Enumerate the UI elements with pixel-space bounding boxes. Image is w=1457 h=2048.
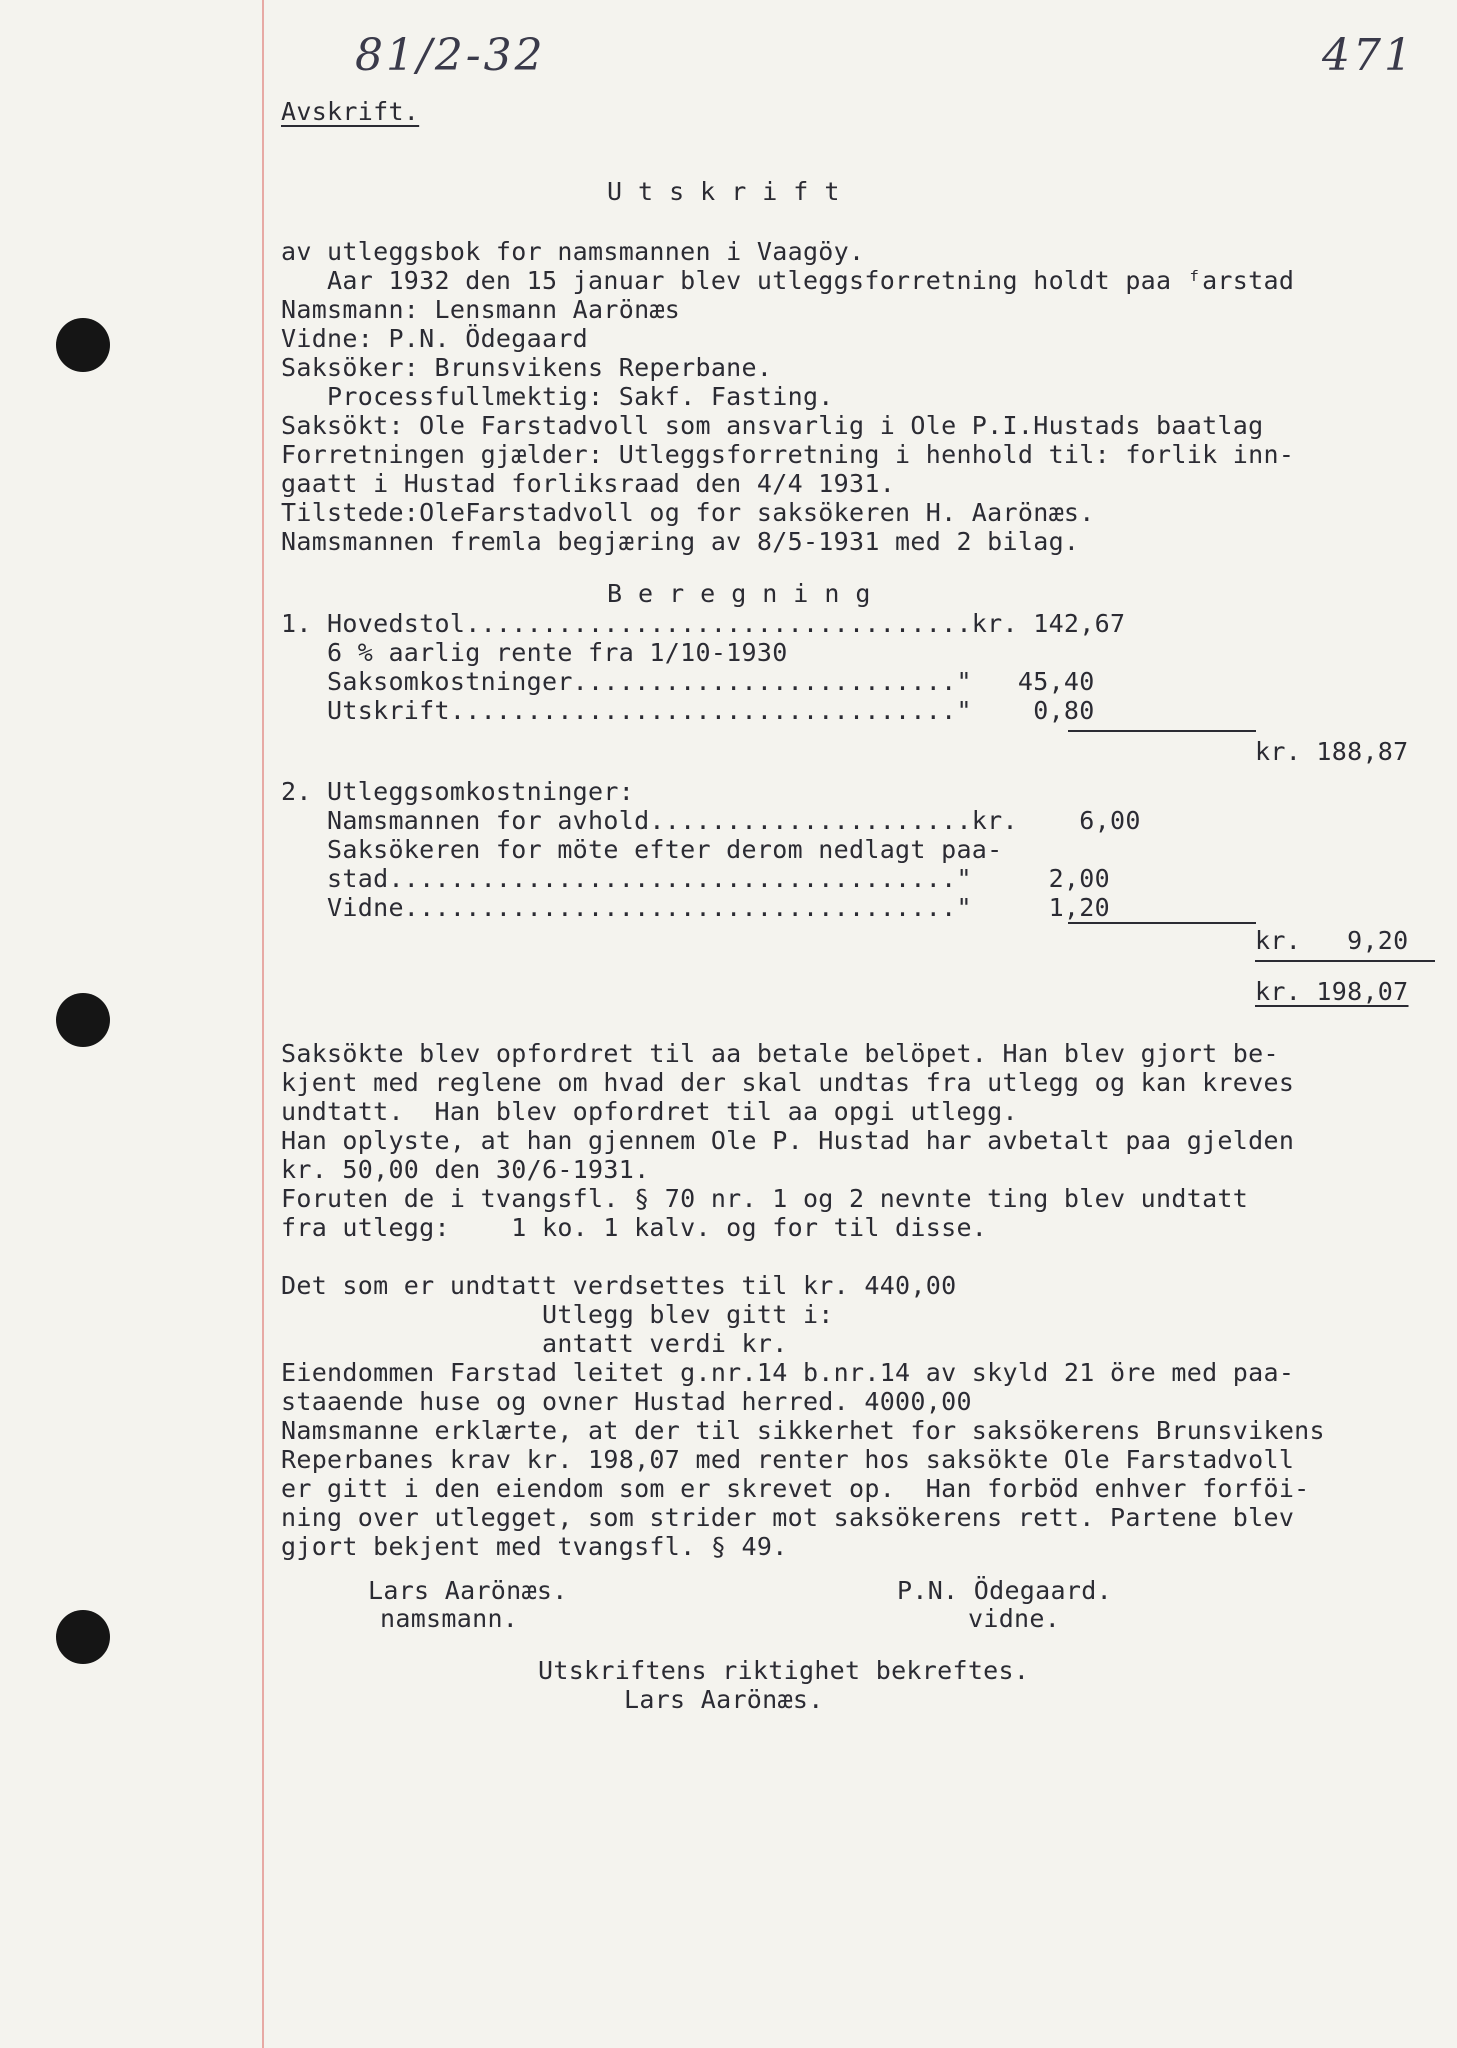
intro-line: Namsmann: Lensmann Aarönæs	[281, 295, 681, 324]
intro-line: Tilstede:OleFarstadvoll og for saksökeren H. Aarönæs.	[281, 498, 1095, 527]
calculation-line: stad....................................." 2,00	[281, 864, 1110, 893]
grand-total: kr. 198,07	[1255, 977, 1409, 1006]
beregning-heading: Beregning	[607, 579, 887, 608]
body-line: Utlegg blev gitt i:	[281, 1300, 834, 1329]
intro-line: Forretningen gjælder: Utleggsforretning i henhold til: forlik inn-	[281, 440, 1295, 469]
signature-right-name: P.N. Ödegaard.	[897, 1576, 1112, 1605]
punch-hole	[56, 993, 110, 1047]
certification-line: Utskriftens riktighet bekreftes.	[538, 1656, 1030, 1685]
intro-line: av utleggsbok for namsmannen i Vaagöy.	[281, 237, 865, 266]
body-line: Eiendommen Farstad leitet g.nr.14 b.nr.14 av skyld 21 öre med paa-	[281, 1358, 1295, 1387]
body-line: Saksökte blev opfordret til aa betale belöpet. Han blev gjort be-	[281, 1039, 1279, 1068]
subtotal-rule	[1068, 922, 1256, 924]
calculation-line: Namsmannen for avhold.....................kr. 6,00	[281, 806, 1141, 835]
punch-hole	[56, 1610, 110, 1664]
intro-line: Vidne: P.N. Ödegaard	[281, 324, 589, 353]
calculation-line: Saksomkostninger........................." 45,40	[281, 667, 1095, 696]
calculation-line: Vidne...................................." 1,20	[281, 893, 1110, 922]
calculation-line: 6 % aarlig rente fra 1/10-1930	[281, 638, 788, 667]
calculation-line: 1. Hovedstol.................................kr. 142,67	[281, 609, 1126, 638]
margin-rule	[262, 0, 264, 2048]
intro-line: Processfullmektig: Sakf. Fasting.	[281, 382, 834, 411]
body-line: kjent med reglene om hvad der skal undtas fra utlegg og kan kreves	[281, 1068, 1295, 1097]
handwritten-page-number: 471	[1322, 30, 1415, 81]
document-title: Utskrift	[607, 177, 856, 206]
signature-left-role: namsmann.	[380, 1604, 519, 1633]
calculation-line: Utskrift................................." 0,80	[281, 696, 1095, 725]
signature-right-role: vidne.	[968, 1604, 1061, 1633]
intro-line: Saksöker: Brunsvikens Reperbane.	[281, 353, 773, 382]
body-line: Foruten de i tvangsfl. § 70 nr. 1 og 2 nevnte ting blev undtatt	[281, 1184, 1249, 1213]
body-line: Reperbanes krav kr. 198,07 med renter hos saksökte Ole Farstadvoll	[281, 1445, 1295, 1474]
body-line: gjort bekjent med tvangsfl. § 49.	[281, 1532, 788, 1561]
total-rule-top	[1255, 960, 1435, 962]
calculation-line: 2. Utleggsomkostninger:	[281, 777, 635, 806]
handwritten-date: 81/2-32	[355, 30, 546, 81]
intro-line: gaatt i Hustad forliksraad den 4/4 1931.	[281, 469, 896, 498]
body-line: staaende huse og ovner Hustad herred. 4000,00	[281, 1387, 972, 1416]
signature-left-name: Lars Aarönæs.	[368, 1576, 568, 1605]
calculation-line: Saksökeren for möte efter derom nedlagt paa-	[281, 835, 1003, 864]
intro-line: Namsmannen fremla begjæring av 8/5-1931 med 2 bilag.	[281, 527, 1080, 556]
subtotal-1: kr. 188,87	[1255, 737, 1409, 766]
body-line: undtatt. Han blev opfordret til aa opgi utlegg.	[281, 1097, 1018, 1126]
intro-line: Aar 1932 den 15 januar blev utleggsforretning holdt paa ᶠarstad	[281, 266, 1295, 295]
body-line: Han oplyste, at han gjennem Ole P. Hustad har avbetalt paa gjelden	[281, 1126, 1295, 1155]
body-line: antatt verdi kr.	[281, 1329, 788, 1358]
subtotal-2: kr. 9,20	[1255, 926, 1409, 955]
intro-line: Saksökt: Ole Farstadvoll som ansvarlig i Ole P.I.Hustads baatlag	[281, 411, 1264, 440]
certification-signer: Lars Aarönæs.	[624, 1685, 824, 1714]
body-line: Namsmanne erklærte, at der til sikkerhet for saksökerens Brunsvikens	[281, 1416, 1325, 1445]
subtotal-rule	[1068, 730, 1256, 732]
avskrift-label: Avskrift.	[281, 97, 420, 126]
body-line: Det som er undtatt verdsettes til kr. 440,00	[281, 1271, 957, 1300]
punch-hole	[56, 318, 110, 372]
body-line: ning over utlegget, som strider mot saksökerens rett. Partene blev	[281, 1503, 1295, 1532]
body-line: er gitt i den eiendom som er skrevet op. Han forböd enhver forföi-	[281, 1474, 1310, 1503]
body-line: kr. 50,00 den 30/6-1931.	[281, 1155, 650, 1184]
body-line: fra utlegg: 1 ko. 1 kalv. og for til disse.	[281, 1213, 988, 1242]
